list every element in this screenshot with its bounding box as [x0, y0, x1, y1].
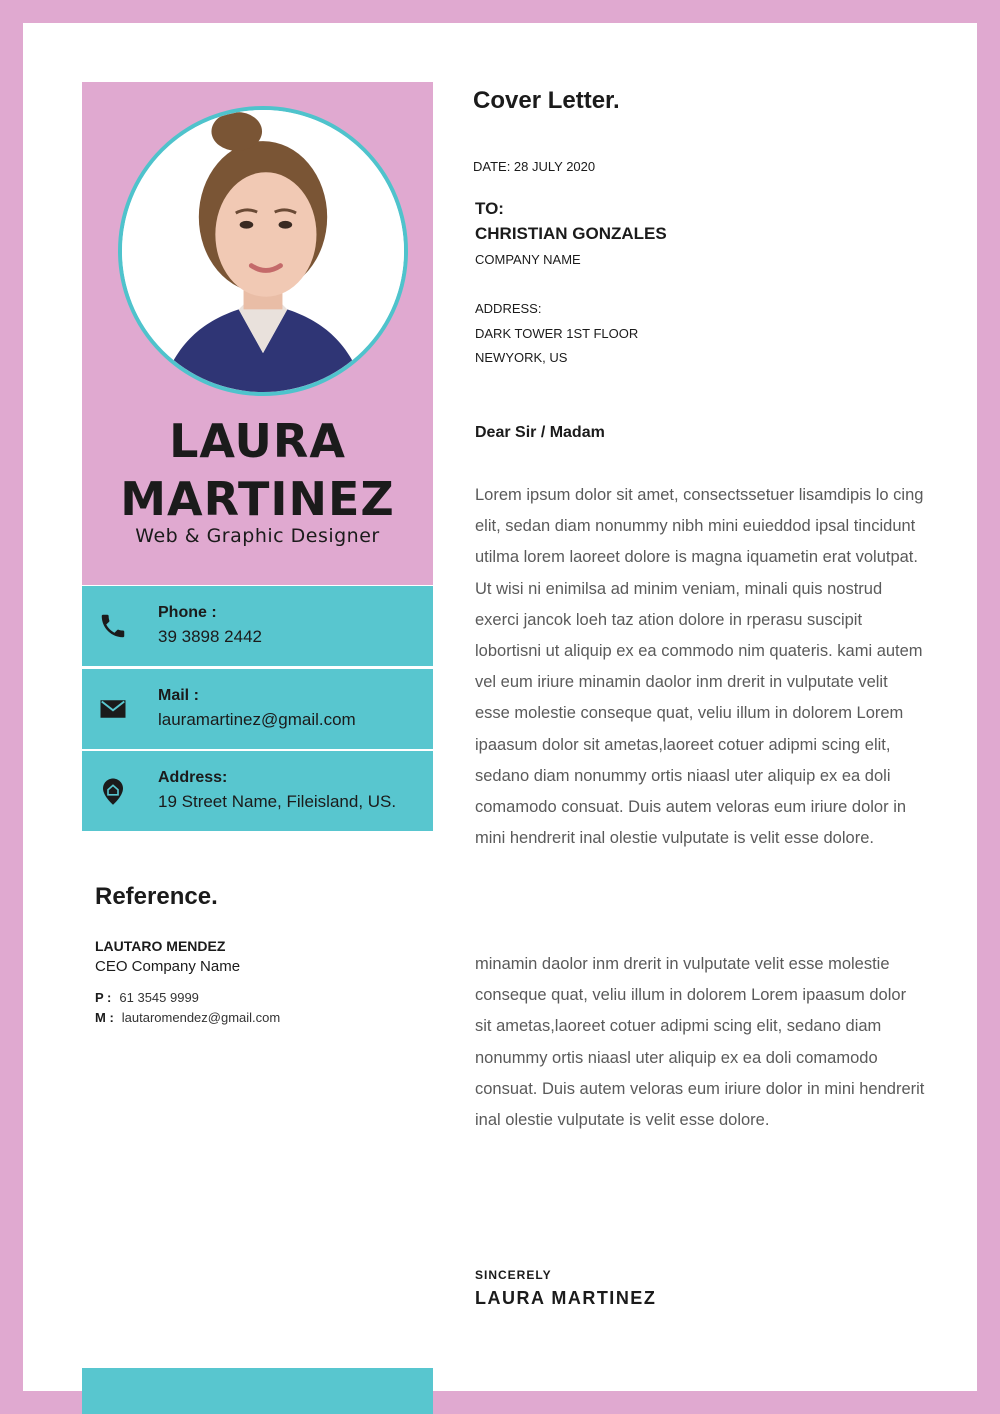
mail-label: Mail : [158, 687, 199, 704]
reference-phone-label: P : [95, 990, 112, 1005]
location-icon [98, 775, 128, 807]
reference-phone [95, 990, 199, 1005]
mail-icon [98, 693, 128, 725]
address-line-2: NEWYORK, US [475, 350, 568, 365]
profile-photo [118, 106, 408, 396]
signature-name: LAURA MARTINEZ [475, 1288, 657, 1308]
letter-date: DATE: 28 JULY 2020 [473, 159, 596, 174]
letter-title: Cover Letter. [473, 87, 620, 114]
reference-phone-value: 61 3545 9999 [119, 990, 199, 1005]
body-paragraph-2: minamin daolor inm drerit in vulputate velit esse molestie conseque quat, veliu illum in dolorem Lorem ipaasum dolor sit ametas,laoreet cotuer adipmi scing elit, sedano diam nonummy ortis niaasl uter aliquip ex ea doli comamodo consuat. Duis autem veloras eum iriure dolor in mini hendrerit inal olestie vulputate is velit esse dolore. [475, 955, 925, 1130]
profile-panel [82, 82, 433, 585]
reference-title: Reference. [95, 883, 218, 910]
phone-icon [98, 610, 128, 642]
address-line-1: DARK TOWER 1ST FLOOR [475, 326, 639, 341]
reference-name: LAUTARO MENDEZ [95, 938, 226, 954]
contact-phone [82, 586, 433, 666]
address-label: Address: [158, 769, 228, 786]
last-name: MARTINEZ [120, 472, 395, 526]
contact-address [82, 751, 433, 831]
portrait-illustration [122, 110, 404, 392]
reference-mail [95, 1010, 280, 1025]
mail-value: lauramartinez@gmail.com [158, 710, 356, 729]
closing: SINCERELY [475, 1268, 552, 1282]
recipient-company: COMPANY NAME [475, 252, 581, 267]
job-role: Web & Graphic Designer [135, 525, 380, 547]
reference-role: CEO Company Name [95, 958, 241, 975]
body-paragraph-1: Lorem ipsum dolor sit amet, consectssetuer lisamdipis lo cing elit, sedan diam nonummy nibh mini euieddod ipsal tincidunt utilma lorem laoreet dolore is magna iquametin erat volutpat. Ut wisi ni enimilsa ad minim veniam, minali quis nostrud exerci jancok loeh taz ation dolore in rperasu suscipit lobortisni ut aliquip ex ea commodo nim quateris. kami autem vel eum iriure minamin daolor inm drerit in vulputate velit esse molestie conseque quat, veliu illum in dolorem Lorem ipaasum dolor sit ametas,laoreet cotuer adipmi scing elit, sedano diam nonummy ortis niaasl uter aliquip ex ea doli comamodo consuat. Duis autem veloras eum iriure dolor in mini hendrerit inal olestie vulputate is velit esse dolore. [475, 486, 924, 848]
address-heading: ADDRESS: [475, 301, 542, 316]
recipient-name: CHRISTIAN GONZALES [475, 224, 667, 243]
reference-mail-value: lautaromendez@gmail.com [121, 1010, 281, 1025]
recipient-label: TO: [475, 199, 504, 218]
first-name: LAURA [169, 414, 346, 468]
reference-mail-label: M : [95, 1010, 114, 1025]
greeting: Dear Sir / Madam [475, 424, 605, 441]
phone-label: Phone : [158, 604, 217, 621]
phone-value: 39 3898 2442 [158, 627, 262, 646]
address-value: 19 Street Name, Fileisland, US. [158, 792, 397, 811]
contact-mail [82, 669, 433, 749]
bottom-accent-bar [82, 1368, 433, 1414]
